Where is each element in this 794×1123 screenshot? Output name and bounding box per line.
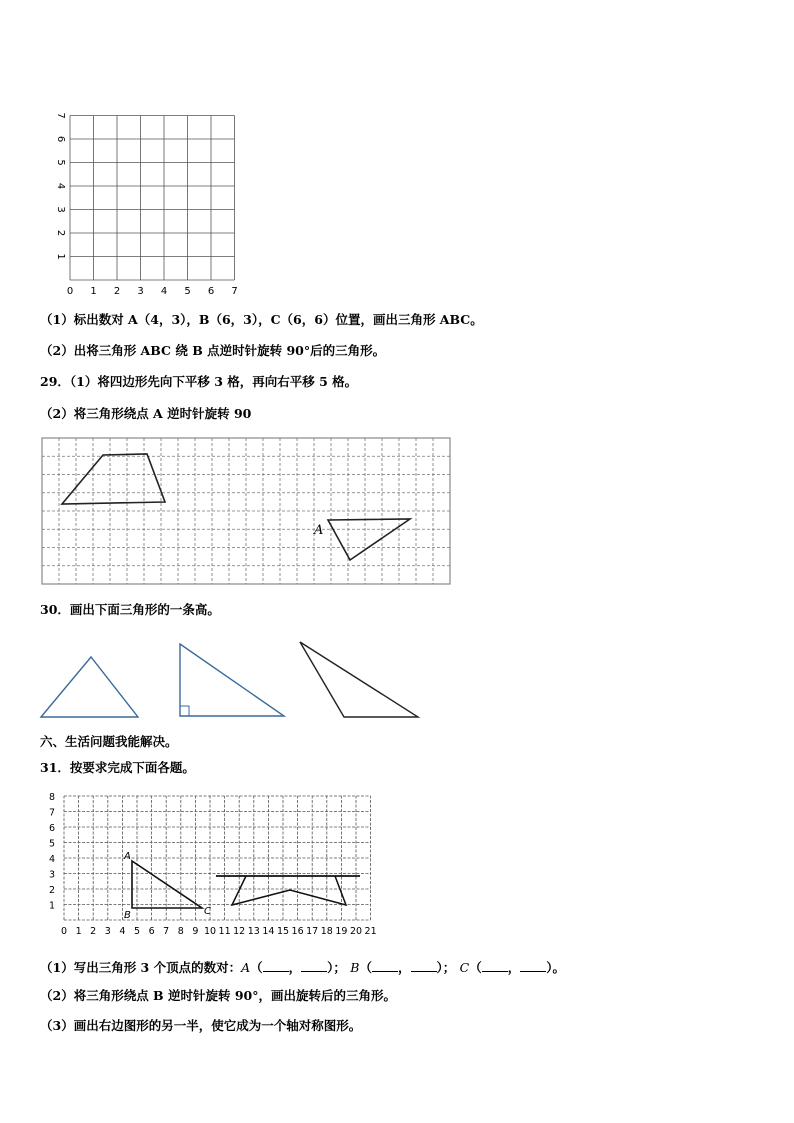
a-x-blank[interactable] — [263, 958, 289, 972]
vertex-a-label: A — [124, 851, 131, 862]
x-tick-label: 6 — [148, 926, 155, 937]
triangle-abc — [132, 861, 202, 908]
close-paren: ）； — [327, 960, 346, 975]
x-tick-label: 15 — [276, 926, 290, 937]
x-tick-label: 13 — [247, 926, 260, 937]
x-tick-label: 0 — [66, 286, 74, 297]
x-tick-label: 0 — [60, 926, 68, 937]
x-tick-label: 1 — [75, 926, 82, 937]
vertex-b-name: B — [350, 960, 360, 975]
x-tick-label: 18 — [320, 926, 333, 937]
y-tick-label: 2 — [55, 229, 66, 237]
y-tick-label: 1 — [55, 253, 66, 260]
a-y-blank[interactable] — [301, 958, 327, 972]
q28-part2-text: （2）出将三角形 ABC 绕 B 点逆时针旋转 90°后的三角形。 — [40, 343, 386, 358]
y-tick-label: 7 — [55, 112, 66, 119]
x-tick-label: 8 — [177, 926, 184, 937]
x-tick-label: 7 — [163, 926, 170, 937]
y-tick-label: 4 — [48, 854, 56, 865]
x-tick-label: 2 — [113, 286, 121, 297]
x-tick-label: 21 — [364, 926, 377, 937]
comma: ， — [288, 960, 302, 975]
y-tick-label: 1 — [48, 900, 56, 912]
x-tick-label: 9 — [192, 926, 199, 937]
q31-part1-line — [40, 958, 565, 976]
c-x-blank[interactable] — [482, 958, 508, 972]
x-tick-label: 4 — [119, 926, 126, 937]
x-tick-label: 20 — [349, 926, 363, 937]
x-tick-label: 3 — [137, 286, 144, 297]
x-tick-label: 5 — [184, 286, 191, 297]
y-tick-label: 4 — [55, 182, 66, 190]
vertex-c-label: C — [204, 906, 211, 917]
open-paren: （ — [359, 960, 372, 975]
b-y-blank[interactable] — [411, 958, 437, 972]
q28-part1-text: （1）标出数对 A（4，3），B（6，3），C（6，6）位置，画出三角形 ABC。 — [40, 312, 483, 327]
x-tick-label: 1 — [90, 286, 97, 297]
q31-text: 31．按要求完成下面各题。 — [40, 760, 195, 775]
q29-part2-text: （2）将三角形绕点 A 逆时针旋转 90 — [40, 406, 252, 421]
close-paren: ）。 — [546, 960, 566, 975]
triangles-row — [38, 640, 423, 722]
half-shape-right — [232, 876, 346, 905]
x-tick-label: 6 — [207, 286, 215, 297]
x-tick-label: 2 — [90, 926, 97, 937]
x-tick-label: 5 — [133, 926, 141, 937]
open-paren: （ — [469, 960, 482, 975]
y-tick-label: 3 — [48, 869, 56, 881]
coordinate-grid-7x7 — [50, 100, 250, 297]
y-tick-label: 5 — [55, 159, 66, 166]
quadrilateral-shape — [62, 454, 165, 504]
y-tick-label: 3 — [55, 206, 66, 213]
x-tick-label: 16 — [291, 926, 304, 937]
x-tick-label: 14 — [262, 926, 275, 937]
x-tick-label: 7 — [231, 286, 238, 297]
q31-part2-text: （2）将三角形绕点 B 逆时针旋转 90°，画出旋转后的三角形。 — [40, 988, 396, 1003]
x-tick-label: 12 — [233, 926, 246, 937]
coordinate-grid-21x8 — [40, 790, 380, 945]
x-tick-label: 10 — [203, 926, 217, 937]
y-tick-label: 6 — [48, 823, 56, 834]
q30-text: 30．画出下面三角形的一条高。 — [40, 602, 220, 617]
acute-triangle — [41, 657, 138, 717]
x-tick-label: 3 — [104, 926, 111, 937]
obtuse-triangle — [300, 642, 418, 717]
c-y-blank[interactable] — [520, 958, 546, 972]
comma: ， — [398, 960, 411, 975]
right-angle-mark — [180, 706, 189, 716]
x-tick-label: 17 — [306, 926, 319, 937]
b-x-blank[interactable] — [372, 958, 398, 972]
comma: ， — [507, 960, 521, 975]
x-tick-label: 11 — [218, 926, 231, 937]
x-tick-label: 19 — [335, 926, 348, 937]
right-triangle — [180, 644, 284, 716]
q31-part3-text: （3）画出右边图形的另一半，使它成为一个轴对称图形。 — [40, 1018, 362, 1033]
y-tick-label: 2 — [48, 885, 56, 896]
dashed-grid-shapes — [40, 436, 452, 586]
vertex-c-name: C — [459, 960, 470, 975]
close-paren: ）； — [436, 960, 456, 975]
triangle-shape-a — [328, 519, 410, 560]
y-tick-label: 5 — [48, 838, 56, 850]
vertex-a-name: A — [241, 960, 251, 975]
vertex-b-label: B — [124, 910, 131, 921]
y-tick-label: 6 — [55, 135, 66, 143]
q29-part1-text: 29．（1）将四边形先向下平移 3 格，再向右平移 5 格。 — [40, 374, 358, 389]
x-tick-label: 4 — [160, 286, 168, 297]
point-a-label: A — [314, 523, 324, 538]
section6-heading: 六、生活问题我能解决。 — [40, 734, 178, 749]
open-paren: （ — [250, 960, 263, 975]
q31-part1-prefix: （1）写出三角形 3 个顶点的数对： — [40, 960, 242, 975]
y-tick-label: 7 — [48, 807, 56, 819]
y-tick-label: 8 — [48, 792, 56, 803]
